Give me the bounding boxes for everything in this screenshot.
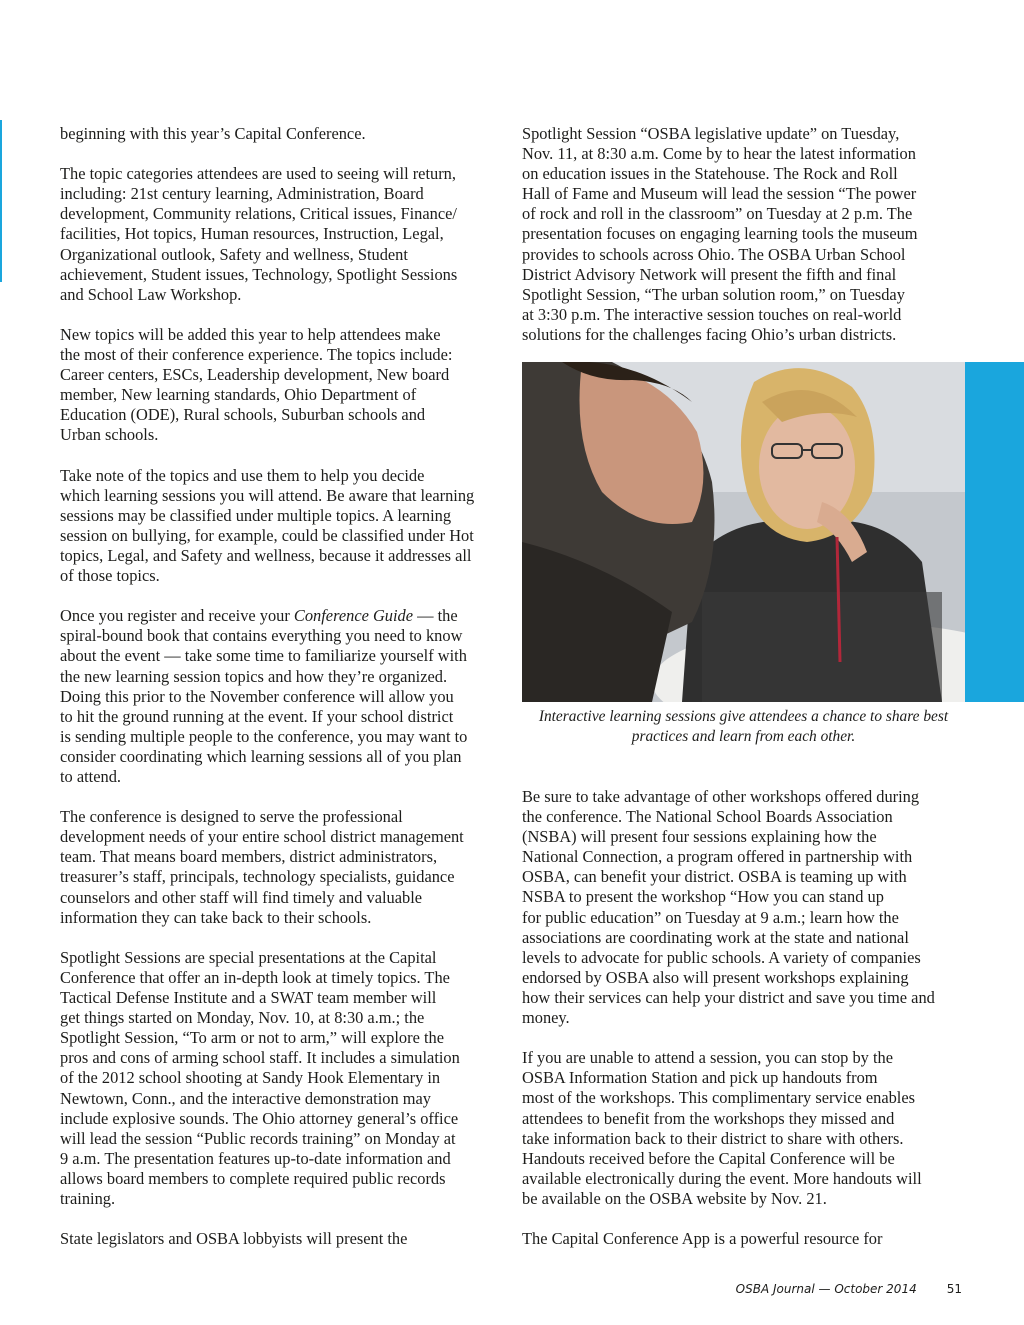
paragraph-text: — the spiral-bound book that contains everything you need to know about the event — take some time to familiarize yourself with the new learning session topics and how they’re organized. Doing this prior to the November conference will allow you to hit the ground running at the event. If your school district is sending multiple people to the conference, you may want to consider coordinating which learning sessions all of you plan to attend. [60, 606, 468, 786]
paragraph: beginning with this year’s Capital Conference. [60, 124, 366, 143]
paragraph-conference-guide [60, 606, 510, 787]
page-number: 51 [946, 1282, 962, 1296]
page-footer [600, 1282, 962, 1296]
conference-guide-title: Conference Guide [293, 606, 414, 626]
paragraph: The conference is designed to serve the professional development needs of your entire school district management team. That means board members, district administrators, treasurer’s staff, principals, technology specialists, guidance counselors and other staff will find timely and valuable information they can take back to their schools. [60, 807, 464, 927]
photo-illustration [522, 362, 965, 702]
paragraph: Spotlight Sessions are special presentations at the Capital Conference that offer an in-depth look at timely topics. The Tactical Defense Institute and a SWAT team member will get things started on Monday, Nov. 10, at 8:30 a.m.; the Spotlight Session, “To arm or not to arm,” will explore the pros and cons of arming school staff. It includes a simulation of the 2012 school shooting at Sandy Hook Elementary in Newtown, Conn., and the interactive demonstration may include explosive sounds. The Ohio attorney general’s office will lead the session “Public records training” on Monday at 9 a.m. The presentation features up-to-date information and allows board members to complete required public records training. [60, 947, 460, 1208]
paragraph: Spotlight Session “OSBA legislative update” on Tuesday, Nov. 11, at 8:30 a.m. Come by to hear the latest information on education issues in the Statehouse. The Rock and Roll Hall of Fame and Museum will lead the session “The power of rock and roll in the classroom” on Tuesday at 2 p.m. The presentation focuses on engaging learning tools the museum provides to schools across Ohio. The OSBA Urban School District Advisory Network will present the fifth and final Spotlight Session, “The urban solution room,” on Tuesday at 3:30 p.m. The interactive session touches on real-world solutions for the challenges facing Ohio’s urban districts. [522, 124, 918, 344]
paragraph: Be sure to take advantage of other workshops offered during the conference. The National School Boards Association (NSBA) will present four sessions explaining how the National Connection, a program offered in partnership with OSBA, can benefit your district. OSBA is teaming up with NSBA to present the workshop “How you can stand up for public education” on Tuesday at 9 a.m.; learn how the associations are coordinating work at the state and national levels to advocate for public schools. A variety of companies endorsed by OSBA also will present workshops explaining how their services can help your district and save you time and money. [522, 787, 935, 1028]
paragraph: If you are unable to attend a session, you can stop by the OSBA Information Station and pick up handouts from most of the workshops. This complimentary service enables attendees to benefit from the workshops they missed and take information back to their district to share with others. Handouts received before the Capital Conference will be available electronically during the event. More handouts will be available on the OSBA website by Nov. 21. [522, 1048, 922, 1208]
paragraph: The Capital Conference App is a powerful resource for [522, 1229, 883, 1249]
journal-name: OSBA Journal — October 2014 [735, 1282, 917, 1296]
left-text-column [60, 124, 510, 1269]
paragraph: The topic categories attendees are used to seeing will return, including: 21st century learning, Administration, Board development, Community relations, Critical issues, Finance/ facilities, Hot topics, Human resources, Instruction, Legal, Organizational outlook, Safety and wellness, Student achievement, Student issues, Technology, Spotlight Sessions and School Law Workshop. [60, 164, 458, 304]
paragraph: Take note of the topics and use them to help you decide which learning sessions you will attend. Be aware that learning sessions may be classified under multiple topics. A learning session on bullying, for example, could be classified under Hot topics, Legal, and Safety and wellness, because it addresses all of those topics. [60, 465, 475, 586]
photo-caption: Interactive learning sessions give attendees a chance to share best practices and learn from each other. [538, 708, 949, 745]
paragraph-text: Once you register and receive your [60, 606, 294, 626]
photo-accent-bar [965, 362, 1024, 702]
conference-photo [522, 362, 965, 702]
paragraph: New topics will be added this year to help attendees make the most of their conference experience. The topics include: Career centers, ESCs, Leadership development, New board member, New learning standards, Ohio Department of Education (ODE), Rural schools, Suburban schools and Urban schools. [60, 324, 453, 445]
paragraph: State legislators and OSBA lobbyists will present the [60, 1229, 408, 1249]
left-edge-accent-rule [0, 120, 2, 282]
right-text-column-bottom [522, 787, 972, 1269]
right-text-column-top [522, 124, 972, 365]
